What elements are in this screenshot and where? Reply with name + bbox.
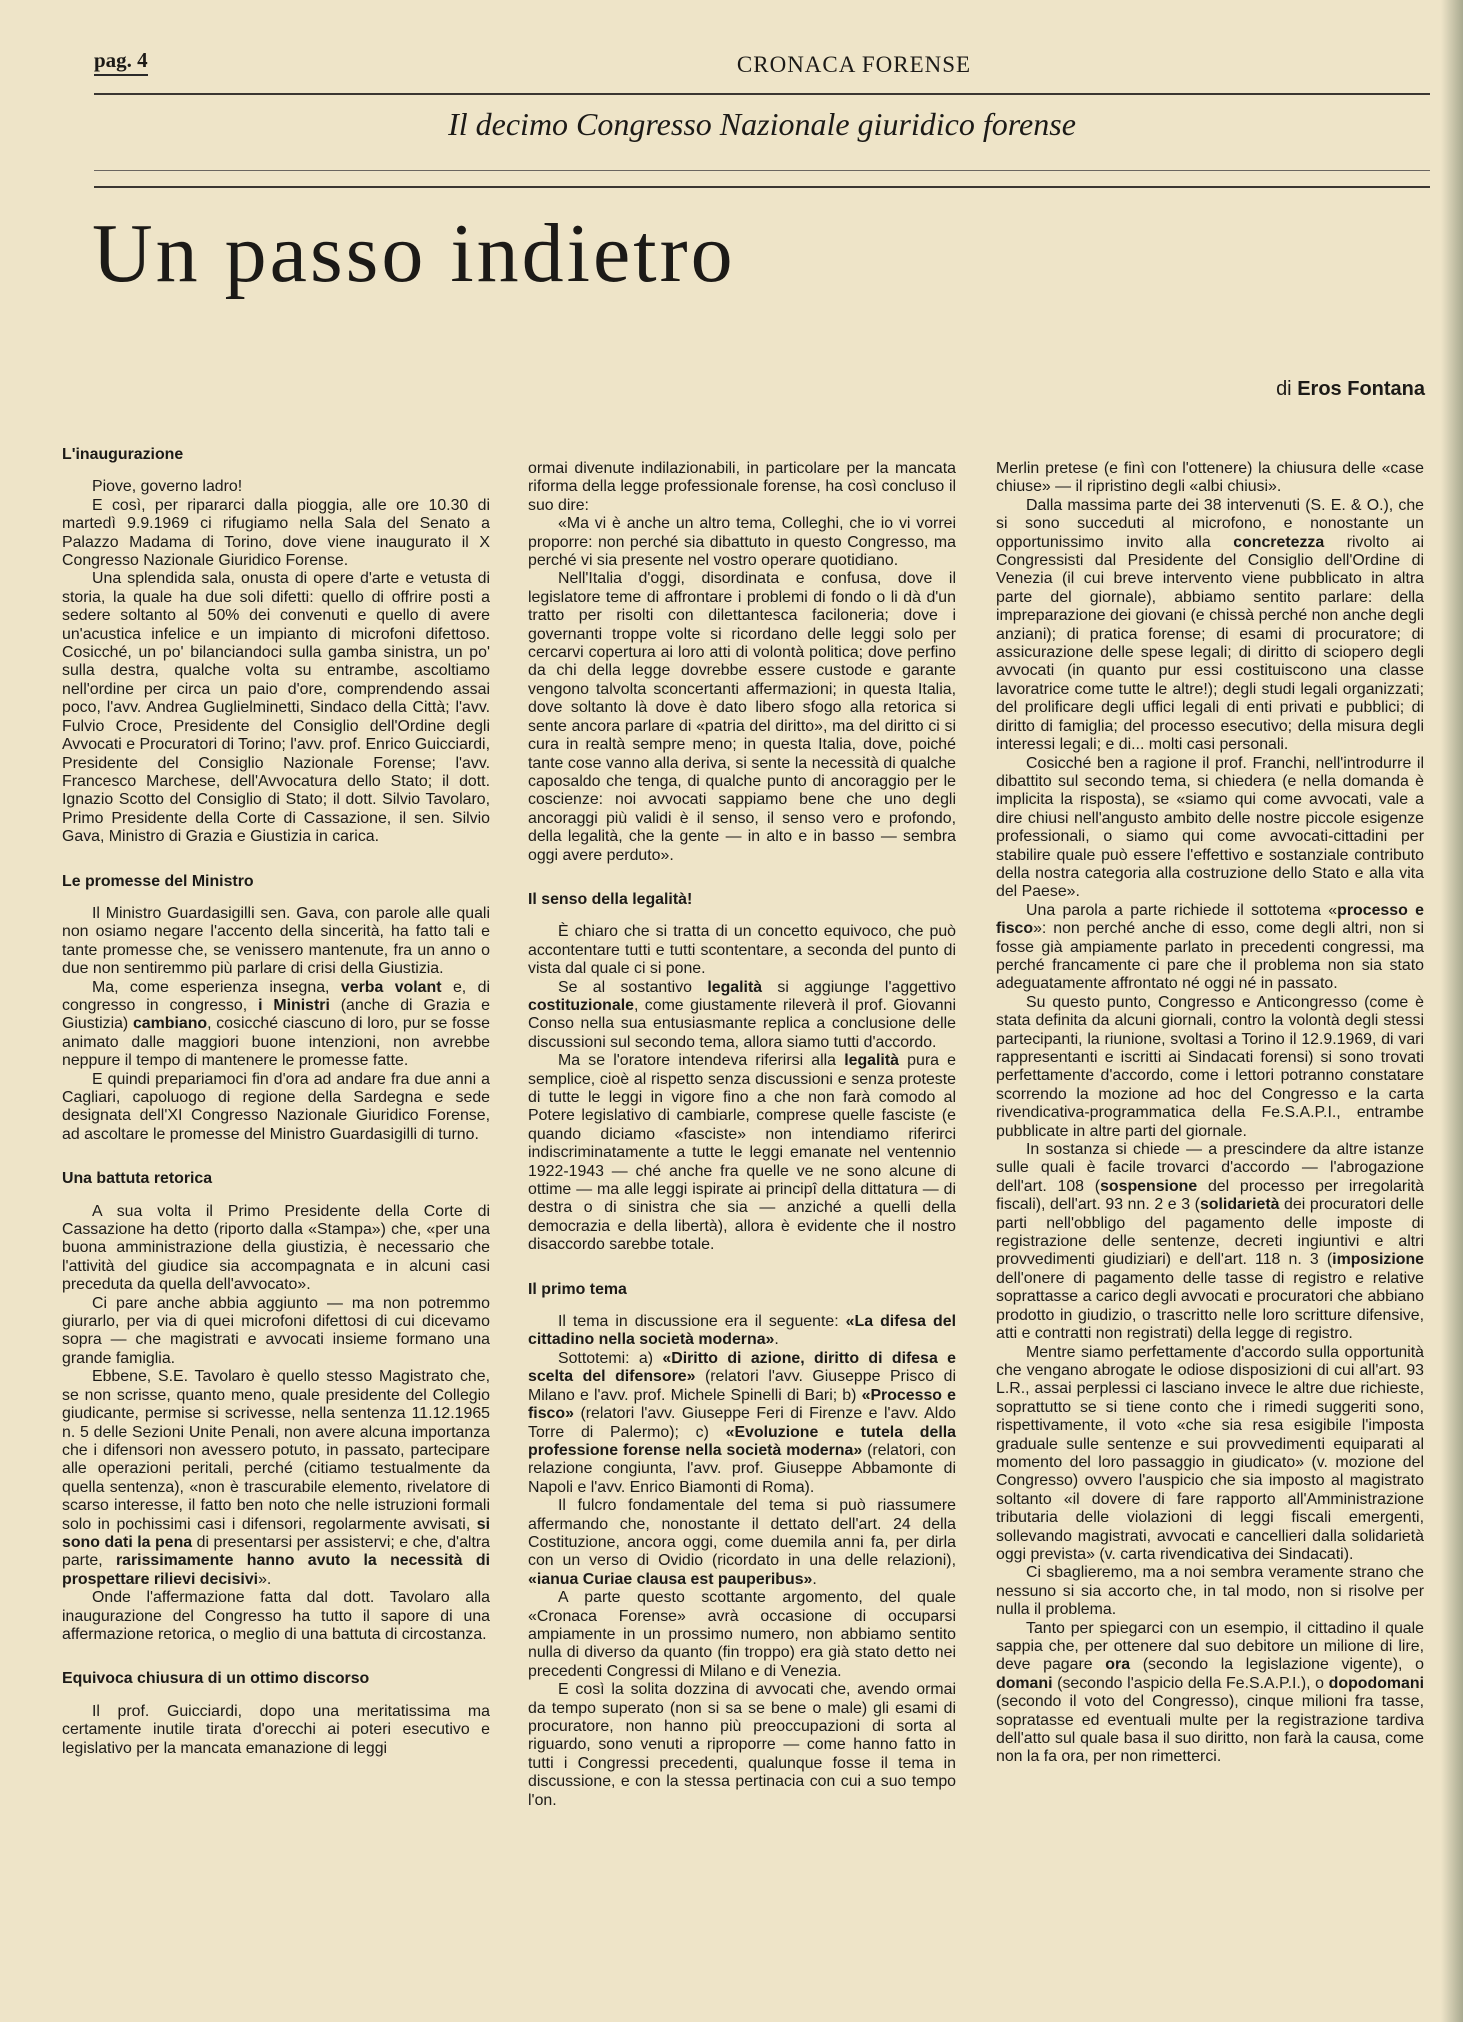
- subheading-equivoca: Equivoca chiusura di un ottimo discorso: [62, 1670, 370, 1688]
- paragraph: Mentre siamo perfettamente d'accordo sulla opportunità che vengano abrogate le odiose disposizioni di cui all'art. 93 L.R., assai perplessi ci lasciano invece le altre due richieste, soprattutto se si tiene conto che i rimedi suggeriti sono, rispettivamente, il voto «che sia resa esigibile l'imposta graduale sulle sentenze e sui provvedimenti equiparati al momento del loro passaggio in giudicato» (v. mozione del Congresso) ovvero l'auspicio che sia imposto al magistrato soltanto «il dovere di fare rapporto all'Amministrazione tributaria delle violazioni di leggi fiscali emergenti, sollevando magistrati, avvocati e cancellieri dalla solidarietà oggi prevista» (v. carta rivendicativa dei Sindacati).: [996, 1343, 1424, 1563]
- paragraph: A sua volta il Primo Presidente della Corte di Cassazione ha detto (riporto dalla «Stampa») che, «per una buona amministrazione della giustizia, è necessario che l'attività del giudice sia accompagnata e in alcuni casi preceduta da quella dell'avvocato».: [62, 1202, 490, 1294]
- paragraph: Ebbene, S.E. Tavolaro è quello stesso Magistrato che, se non scrisse, quanto meno, quale presidente del Collegio giudicante, permise si scrivesse, nella sentenza 11.12.1965 n. 5 delle Sezioni Unite Penali, non avere alcuna importanza che i difensori non avessero potuto, in passato, partecipare alle operazioni peritali, perché (citiamo testualmente da quella sentenza), «non è trascurabile elemento, rivelatore di scarso interesse, il fatto ben noto che nelle istruzioni formali solo in pochissimi casi i difensori, regolarmente avvisati, si sono dati la pena di presentarsi per assistervi; e che, d'altra parte, rarissimamente hanno avuto la necessità di prospettare rilievi decisivi».: [62, 1368, 490, 1588]
- byline-prefix: di: [1276, 378, 1292, 400]
- article-headline: Un passo indietro: [92, 207, 736, 300]
- paragraph: E così, per ripararci dalla pioggia, alle ore 10.30 di martedì 9.9.1969 ci rifugiamo nella Sala del Senato a Palazzo Madama di Torino, dove viene inaugurato il X Congresso Nazionale Giuridico Forense.: [62, 496, 490, 570]
- subheading-senso-legalita: Il senso della legalità!: [528, 890, 693, 908]
- quote-paragraph: «Ma vi è anche un altro tema, Colleghi, che io vi vorrei proporre: non perché sia dibattuto in questo Congresso, ma perché vi sia presente nel vostro operare quotidiano.: [528, 515, 956, 570]
- page-header: [94, 48, 1430, 82]
- section-rule-thick: [94, 186, 1430, 188]
- article-column-1: [62, 446, 490, 1758]
- subheading-primo-tema: Il primo tema: [528, 1280, 627, 1298]
- quote-paragraph: Nell'Italia d'oggi, disordinata e confusa, dove il legislatore teme di affrontare i problemi di fondo o li dà d'un tratto per risolti con dilettantesca faciloneria; dove i governanti troppe volte si ricordano delle leggi solo per cercarvi copertura ai loro atti di volontà politica; dove perfino da chi della legge dovrebbe essere custode e garante vengono talvolta sconcertanti affermazioni; in questa Italia, dove soltanto là dove è dato libero sfogo alla retorica si sente ancora parlare di «patria del diritto», ma del diritto ci si cura in realtà sempre meno; in questa Italia, dove, poiché tante cose vanno alla deriva, si sente la necessità di qualche caposaldo che tenga, di qualche punto di ancoraggio per le coscienze: noi avvocati sappiamo bene che uno degli ancoraggi più validi è il senso, il senso vero e profondo, della legalità, che la gente — in alto e in basso — sembra oggi avere perduto».: [528, 570, 956, 864]
- paragraph: Il tema in discussione era il seguente: «La difesa del cittadino nella società moderna».: [528, 1313, 956, 1349]
- paragraph: A parte questo scottante argomento, del quale «Cronaca Forense» avrà occasione di occuparsi ampiamente in un prossimo numero, non abbiamo sentito nulla di diverso da quanto (fin troppo) era già stato detto nei precedenti Congressi di Milano e di Venezia.: [528, 1589, 956, 1680]
- paragraph: Tanto per spiegarci con un esempio, il cittadino il quale sappia che, per ottenere dal suo debitore un milione di lire, deve pagare ora (secondo la legislazione vigente), o domani (secondo l'aspicio della Fe.S.A.P.I.), o dopodomani (secondo il voto del Congresso), cinque milioni fra tasse, sopratasse ed eventuali multe per la registrazione tardiva dell'atto sul quale basa il suo diritto, non farà la causa, come non la fa ora, per non rimetterci.: [996, 1619, 1424, 1766]
- paragraph: È chiaro che si tratta di un concetto equivoco, che può accontentare tutti e tutti scontentare, a seconda del punto di vista dal quale ci si pone.: [528, 923, 956, 978]
- article-byline: [1276, 378, 1425, 401]
- paragraph: E così la solita dozzina di avvocati che, avendo ormai da tempo superato (non si sa se bene o male) gli esami di procuratore, non hanno più preoccupazioni di sorta al riguardo, sono venuti a riproporre — come hanno fatto in tutti i Congressi precedenti, qualunque fosse il tema in discussione, e con la stessa pertinacia con cui a suo tempo l'on.: [528, 1681, 956, 1809]
- paragraph: Sottotemi: a) «Diritto di azione, diritto di difesa e scelta del difensore» (relatori l'avv. Giuseppe Prisco di Milano e l'avv. prof. Michele Spinelli di Bari; b) «Processo e fisco» (relatori l'avv. Giuseppe Feri di Firenze e l'avv. Aldo Torre di Palermo); c) «Evoluzione e tutela della professione forense nella società moderna» (relatori, con relazione congiunta, l'avv. prof. Giuseppe Abbamonte di Napoli e l'avv. Enrico Biamonti di Roma).: [528, 1349, 956, 1496]
- paragraph: Il prof. Guicciardi, dopo una meritatissima ma certamente inutile tirata d'orecchi ai poteri esecutivo e legislativo per la mancata emanazione di leggi: [62, 1702, 490, 1757]
- header-rule: [94, 93, 1430, 95]
- paragraph: Merlin pretese (e finì con l'ottenere) la chiusura delle «case chiuse» — il ripristino degli «albi chiusi».: [996, 460, 1424, 496]
- paragraph: Ma se l'oratore intendeva riferirsi alla legalità pura e semplice, cioè al rispetto senza discussioni e senza proteste di tutte le leggi in vigore fino a che non farà comodo al Potere legislativo di cambiarle, comprese quelle fasciste (e quando diciamo «fasciste» non intendiamo riferirci indiscriminatamente a tutte le leggi emanate nel ventennio 1922-1943 — ché anche fra quelle ve ne sono alcune di ottime — ma alle leggi ispirate ai principî della dittatura — di destra o di sinistra che sia — anziché a quelli della democrazia e della libertà), allora è evidente che il nostro disaccordo sarebbe totale.: [528, 1052, 956, 1254]
- page-number: pag. 4: [94, 48, 148, 76]
- page-edge-shadow: [1441, 0, 1463, 2022]
- paragraph: Una parola a parte richiede il sottotema «processo e fisco»: non perché anche di esso, come degli altri, non si fosse già ampiamente parlato in precedenti congressi, ma perché francamente ci pare che il problema non sia stato adeguatamente affrontato né oggi né in passato.: [996, 901, 1424, 993]
- paragraph: ormai divenute indilazionabili, in particolare per la mancata riforma della legge professionale forense, ha così concluso il suo dire:: [528, 460, 956, 514]
- paragraph: Piove, governo ladro!: [92, 478, 243, 496]
- paragraph: Cosicché ben a ragione il prof. Franchi, nell'introdurre il dibattito sul secondo tema, si chiedera (e nella domanda è implicita la risposta), se «siamo qui come avvocati, vale a dire chiusi nell'angusto ambito delle nostre piccole esigenze professionali, o siamo qui come avvocati-cittadini per stabilire quale può essere l'effettivo e sostanziale contributo della nostra categoria alla costruzione dello Stato e alla vita del Paese».: [996, 754, 1424, 901]
- section-rule-thin: [94, 170, 1430, 171]
- paragraph: Il Ministro Guardasigilli sen. Gava, con parole alle quali non osiamo negare l'accento della sincerità, ha fatto tali e tante promesse che, se venissero mantenute, fra un anno o due non sentiremmo più parlare di crisi della Giustizia.: [62, 904, 490, 978]
- byline-author: Eros Fontana: [1297, 378, 1425, 400]
- section-title: Il decimo Congresso Nazionale giuridico forense: [448, 106, 1076, 142]
- paragraph: Ci sbaglieremo, ma a noi sembra veramente strano che nessuno si sia accorto che, in tal modo, non si risolve per nulla il problema.: [996, 1564, 1424, 1619]
- subheading-inaugurazione: L'inaugurazione: [62, 446, 184, 463]
- paragraph: Su questo punto, Congresso e Anticongresso (come è stata definita da alcuni giornali, contro la volontà degli stessi partecipanti, la riunione, svoltasi a Torino il 12.9.1969, di vari rappresentanti e iscritti ai Sindacati forensi) si sono trovati perfettamente d'accordo, come i lettori potranno constatare scorrendo la mozione ad hoc del Congresso e la carta rivendicativa-programmatica della Fe.S.A.P.I., entrambe pubblicate in altre parti del giornale.: [996, 993, 1424, 1140]
- article-column-2: [528, 460, 956, 1810]
- subheading-battuta: Una battuta retorica: [62, 1170, 213, 1188]
- paragraph: Ma, come esperienza insegna, verba volant e, di congresso in congresso, i Ministri (anche di Grazia e Giustizia) cambiano, cosicché ciascuno di loro, pur se fosse animato dalle maggiori buone intenzioni, non avrebbe neppure il tempo di mantenere le promesse fatte.: [62, 978, 491, 1070]
- paragraph: Una splendida sala, onusta di opere d'arte e vetusta di storia, la quale ha due soli difetti: quello di offrire posti a sedere soltanto al 50% dei convenuti e quello di avere un'acustica infelice e un impianto di microfoni difettoso. Cosicché, un po' bilanciandoci sulla gamba sinistra, un po' sulla destra, qualche volta su entrambe, ascoltiamo nell'ordine per circa un paio d'ore, comprendendo assai poco, l'avv. Andrea Guglielminetti, Sindaco della Città; l'avv. Fulvio Croce, Presidente del Consiglio dell'Ordine degli Avvocati e Procuratori di Torino; l'avv. prof. Enrico Guicciardi, Presidente del Consiglio Nazionale Forense; l'avv. Francesco Marchese, dell'Avvocatura dello Stato; il dott. Ignazio Scotto del Consiglio di Stato; il dott. Silvio Tavolaro, Primo Presidente della Corte di Cassazione, il sen. Silvio Gava, Ministro di Grazia e Giustizia in carica.: [62, 570, 490, 846]
- paragraph: Il fulcro fondamentale del tema si può riassumere affermando che, nonostante il dettato dell'art. 24 della Costituzione, ancora oggi, come duemila anni fa, per dirla con un verso di Ovidio (ricordato in una delle relazioni), «ianua Curiae clausa est pauperibus».: [528, 1497, 956, 1588]
- paragraph: Onde l'affermazione fatta dal dott. Tavolaro alla inaugurazione del Congresso ha tutto il sapore di una affermazione retorica, o meglio di una battuta di circostanza.: [62, 1589, 490, 1643]
- masthead: CRONACA FORENSE: [736, 52, 972, 77]
- paragraph: Ci pare anche abbia aggiunto — ma non potremmo giurarlo, per via di quei microfoni difettosi di cui dicevamo sopra — che magistrati e avvocati insieme formano una grande famiglia.: [62, 1294, 490, 1367]
- article-column-3: [996, 460, 1424, 1767]
- paragraph: E quindi prepariamoci fin d'ora ad andare fra due anni a Cagliari, capoluogo di regione della Sardegna e sede designata dell'XI Congresso Nazionale Giuridico Forense, ad ascoltare le promesse del Ministro Guardasigilli di turno.: [62, 1070, 490, 1143]
- subheading-promesse: Le promesse del Ministro: [62, 872, 254, 890]
- paragraph: Se al sostantivo legalità si aggiunge l'aggettivo costituzionale, come giustamente rileverà il prof. Giovanni Conso nella sua entusiasmante replica a conclusione delle discussioni sul secondo tema, allora siamo tutti d'accordo.: [528, 978, 956, 1051]
- paragraph: In sostanza si chiede — a prescindere da altre istanze sulle quali è facile trovarci d'accordo — l'abrogazione dell'art. 108 (sospensione del processo per irregolarità fiscali), dell'art. 93 nn. 2 e 3 (solidarietà dei procuratori delle parti nell'obbligo del pagamento delle imposte di registrazione delle sentenze, decreti ingiuntivi e altri provvedimenti giudiziari) e dell'art. 118 n. 3 (imposizione dell'onere di pagamento delle tasse di registro e relative soprattasse a carico degli avvocati e procuratori che abbiano prodotto in giudizio, o trascritto nelle loro scritture difensive, atti e contratti non registrati) della legge di registro.: [996, 1141, 1424, 1343]
- paragraph: Dalla massima parte dei 38 intervenuti (S. E. & O.), che si sono succeduti al microfono, e nonostante un opportunissimo invito alla concretezza rivolto ai Congressisti dal Presidente del Consiglio dell'Ordine di Venezia (il cui breve intervento viene pubblicato in altra parte del giornale), abbiamo sentito parlare: della impreparazione dei giovani (e chissà perché non anche degli anziani); di pratica forense; di esami di procuratore; di assicurazione delle spese legali; di diritto di sciopero degli avvocati (in quanto pur essi costituiscono una classe lavoratrice come tutte le altre!); degli studi legali organizzati; del prolificare degli uffici legali di enti privati e pubblici; di diritto di famiglia; del processo esecutivo; della misura degli interessi legali; e di... molti casi personali.: [996, 496, 1424, 754]
